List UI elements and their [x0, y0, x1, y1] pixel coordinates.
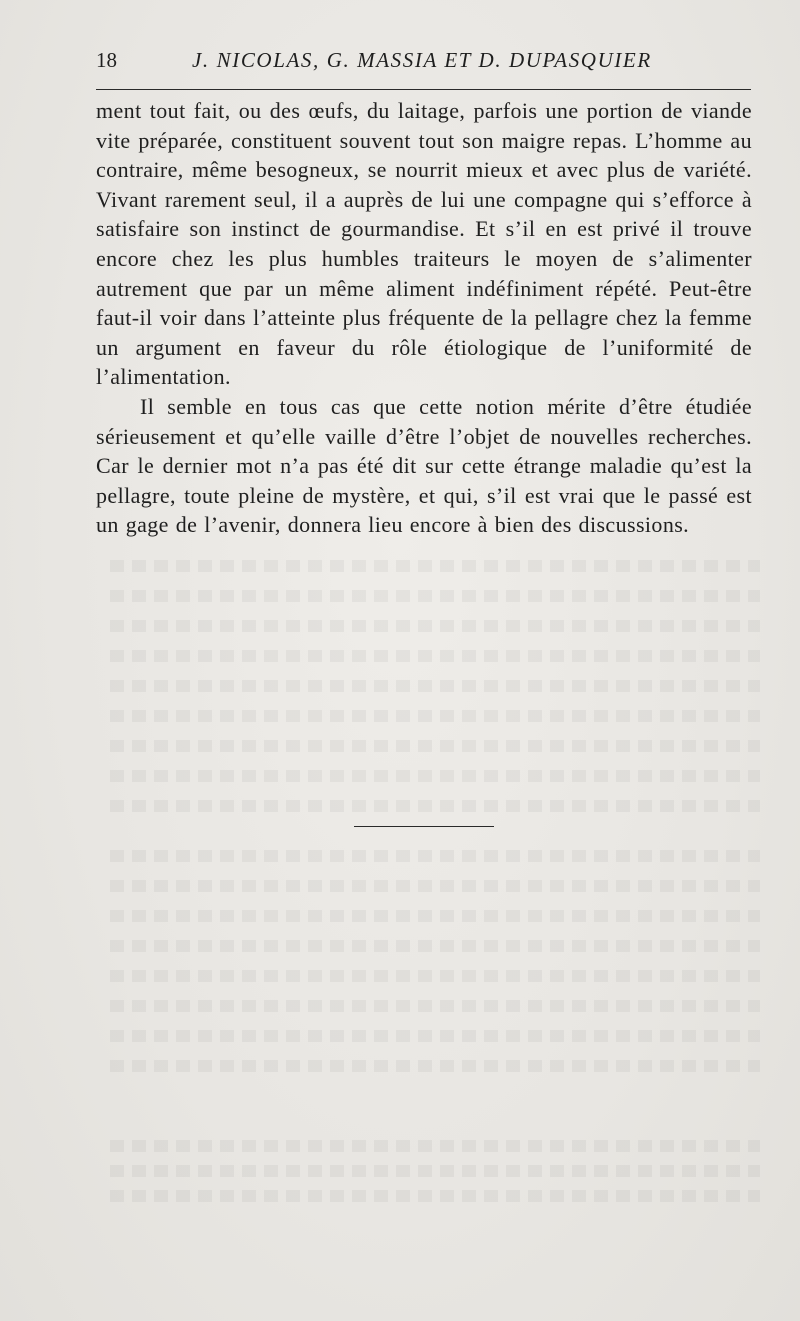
show-through: [110, 1000, 760, 1012]
show-through: [110, 1165, 760, 1177]
show-through: [110, 1190, 760, 1202]
show-through: [110, 560, 760, 572]
paragraph: ment tout fait, ou des œufs, du laitage, parfois une portion de viande vite préparée, constituent souvent tout son maigre repas. L’homme au contraire, même besogneux, se nourrit mieux et avec plus de variété. Vivant rarement seul, il a auprès de lui une compagne qui s’efforce à satisfaire son instinct de gourmandise. Et s’il en est privé il trouve encore chez les plus humbles traiteurs le moyen de s’alimenter autrement que par un même aliment indéfiniment répété. Peut-être faut-il voir dans l’atteinte plus fréquente de la pellagre chez la femme un argument en faveur du rôle étiologique de l’uniformité de l’alimentation.: [96, 98, 752, 390]
show-through: [110, 940, 760, 952]
header-rule: [96, 89, 751, 90]
show-through: [110, 880, 760, 892]
page-number: 18: [96, 48, 117, 72]
show-through: [110, 1060, 760, 1072]
running-head: [96, 48, 752, 78]
show-through: [110, 590, 760, 602]
show-through: [110, 800, 760, 812]
show-through: [110, 910, 760, 922]
show-through: [110, 680, 760, 692]
show-through: [110, 1030, 760, 1042]
show-through: [110, 770, 760, 782]
show-through: [110, 710, 760, 722]
show-through: [110, 850, 760, 862]
paragraph: Il semble en tous cas que cette notion mérite d’être étudiée sérieusement et qu’elle vaille d’être l’objet de nouvelles recherches. Car le dernier mot n’a pas été dit sur cette étrange maladie qu’est la pellagre, toute pleine de mystère, et qui, s’il est vrai que le passé est un gage de l’avenir, donnera lieu encore à bien des discussions.: [96, 393, 752, 538]
show-through: [110, 650, 760, 662]
body-text: [96, 96, 752, 540]
show-through: [110, 740, 760, 752]
closing-rule: [354, 826, 494, 827]
running-title: J. NICOLAS, G. MASSIA ET D. DUPASQUIER: [192, 48, 652, 72]
show-through: [110, 620, 760, 632]
show-through: [110, 970, 760, 982]
show-through: [110, 1140, 760, 1152]
